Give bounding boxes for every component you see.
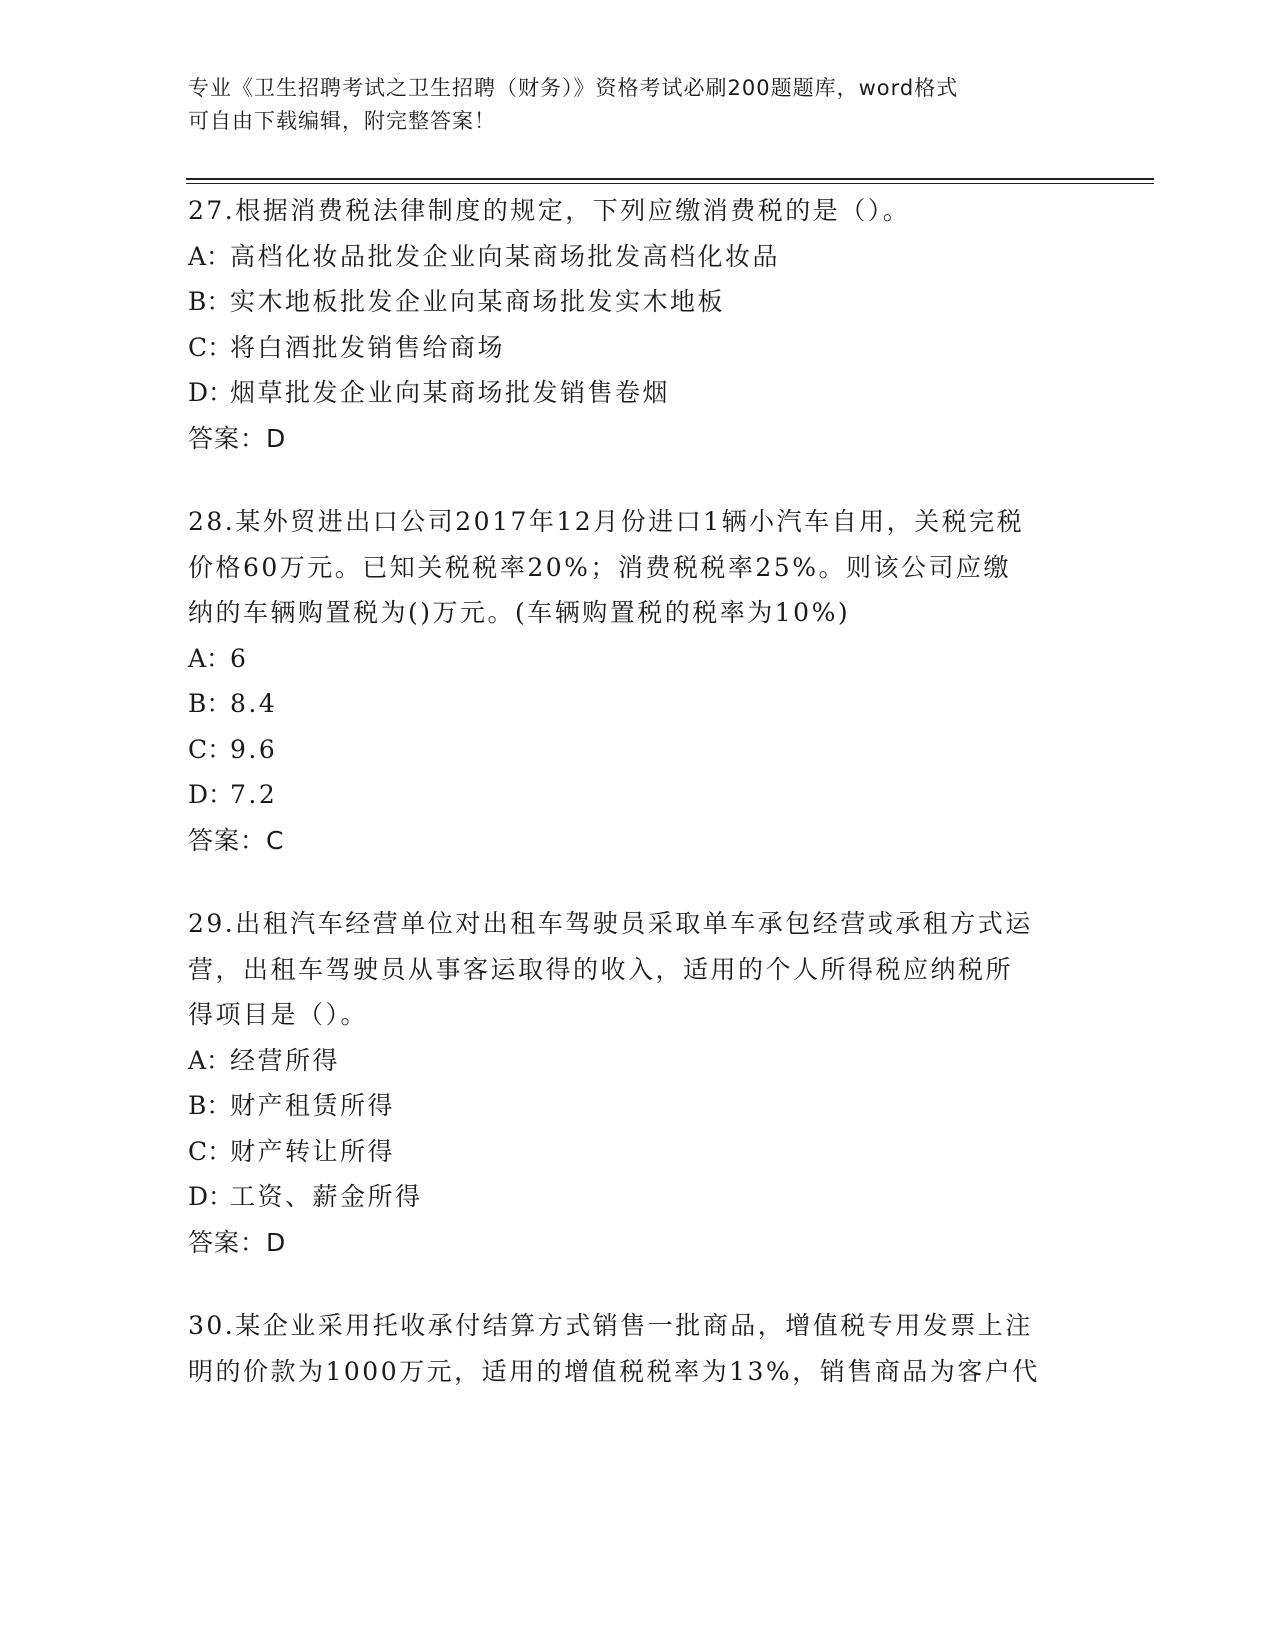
option-text: 工资、薪金所得 <box>230 1182 423 1211</box>
question-list <box>188 188 1078 1432</box>
answer: 答案：D <box>188 423 287 453</box>
option-key: A： <box>188 241 232 271</box>
stem-line: 价格60万元。已知关税税率20%；消费税税率25%。则该公司应缴 <box>188 552 1011 582</box>
option-a <box>188 234 1078 280</box>
option-b <box>188 279 1078 325</box>
option-text: 9.6 <box>230 734 278 764</box>
stem-line: 29.出租汽车经营单位对出租车驾驶员采取单车承包经营或承租方式运 <box>188 909 1033 938</box>
question-stem <box>188 901 1078 1038</box>
option-d <box>188 1174 1078 1220</box>
option-text: 高档化妆品批发企业向某商场批发高档化妆品 <box>230 241 781 271</box>
option-key: B： <box>188 689 232 718</box>
question-stem <box>188 1303 1078 1394</box>
question-28 <box>188 499 1078 863</box>
option-key: D： <box>188 780 234 809</box>
option-key: A： <box>188 643 232 673</box>
option-d <box>188 370 1078 416</box>
question-stem <box>188 188 1078 234</box>
header-divider-thin <box>186 183 1154 184</box>
option-key: C： <box>188 332 233 362</box>
question-stem <box>188 499 1078 636</box>
option-b <box>188 681 1078 727</box>
option-key: B： <box>188 1091 232 1120</box>
option-text: 7.2 <box>230 780 278 809</box>
option-b <box>188 1083 1078 1129</box>
option-key: C： <box>188 1136 233 1166</box>
option-key: C： <box>188 734 233 764</box>
stem-line: 27.根据消费税法律制度的规定，下列应缴消费税的是（）。 <box>188 196 911 225</box>
option-text: 烟草批发企业向某商场批发销售卷烟 <box>230 378 671 407</box>
answer: 答案：D <box>188 1227 287 1257</box>
answer: 答案：C <box>188 825 285 855</box>
question-27 <box>188 188 1078 461</box>
option-c <box>188 325 1078 371</box>
document-header <box>188 72 1068 138</box>
option-text: 经营所得 <box>230 1045 341 1075</box>
option-a <box>188 1038 1078 1084</box>
stem-line: 营，出租车驾驶员从事客运取得的收入，适用的个人所得税应纳税所 <box>188 954 1014 984</box>
option-key: A： <box>188 1045 232 1075</box>
question-30 <box>188 1303 1078 1394</box>
question-29 <box>188 901 1078 1265</box>
option-key: D： <box>188 378 234 407</box>
stem-line: 30.某企业采用托收承付结算方式销售一批商品，增值税专用发票上注 <box>188 1311 1033 1340</box>
option-c <box>188 727 1078 773</box>
option-key: D： <box>188 1182 234 1211</box>
option-c <box>188 1129 1078 1175</box>
stem-line: 明的价款为1000万元，适用的增值税税率为13%，销售商品为客户代 <box>188 1356 1040 1386</box>
option-d <box>188 772 1078 818</box>
option-key: B： <box>188 287 232 316</box>
option-text: 财产租赁所得 <box>230 1091 396 1120</box>
option-text: 实木地板批发企业向某商场批发实木地板 <box>230 287 726 316</box>
option-text: 财产转让所得 <box>230 1136 396 1166</box>
option-a <box>188 636 1078 682</box>
stem-line: 28.某外贸进出口公司2017年12月份进口1辆小汽车自用，关税完税 <box>188 507 1025 536</box>
option-text: 8.4 <box>230 689 278 718</box>
header-line: 可自由下载编辑，附完整答案！ <box>188 109 496 133</box>
header-divider <box>186 178 1154 180</box>
header-line: 专业《卫生招聘考试之卫生招聘（财务）》资格考试必刷200题题库，word格式 <box>188 76 959 100</box>
option-text: 6 <box>230 643 249 673</box>
stem-line: 得项目是（）。 <box>188 1000 369 1029</box>
option-text: 将白酒批发销售给商场 <box>230 332 506 362</box>
stem-line: 纳的车辆购置税为()万元。(车辆购置税的税率为10%) <box>188 598 851 627</box>
